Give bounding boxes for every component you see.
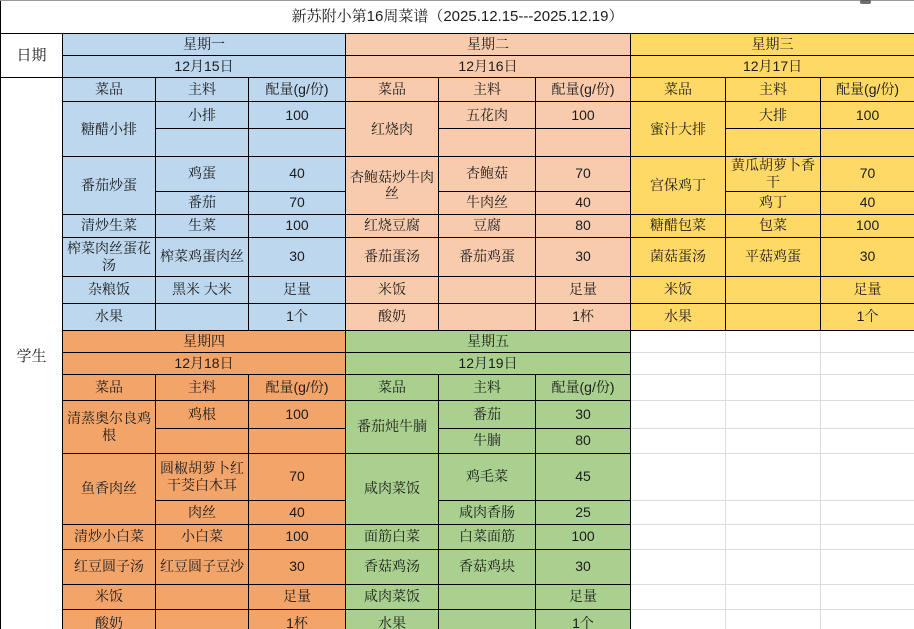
- ingredient-cell: [726, 129, 821, 157]
- empty-spreadsheet-cell: [631, 428, 726, 453]
- ingredient-cell: [439, 609, 536, 629]
- column-header-dish: 菜品: [631, 78, 726, 102]
- dish-name-cell: 咸肉菜饭: [346, 453, 439, 524]
- portion-cell: 足量: [249, 276, 346, 303]
- ingredient-cell: 香菇鸡块: [439, 549, 536, 584]
- portion-cell: 100: [249, 214, 346, 237]
- ingredient-cell: 牛腩: [439, 428, 536, 453]
- dish-name-cell: 清炒生菜: [63, 214, 156, 237]
- dish-name-cell: 番茄蛋汤: [346, 237, 439, 276]
- ingredient-cell: 榨菜鸡蛋肉丝: [156, 237, 249, 276]
- ingredient-cell: 番茄: [439, 400, 536, 428]
- ingredient-cell: 牛肉丝: [439, 191, 536, 214]
- date-cell: 12月16日: [346, 56, 631, 78]
- dish-name-cell: 咸肉菜饭: [346, 584, 439, 609]
- portion-cell: 30: [821, 237, 914, 276]
- column-header-portion: 配量(g/份): [249, 78, 346, 102]
- empty-spreadsheet-cell: [726, 524, 821, 549]
- dish-name-cell: 宫保鸡丁: [631, 157, 726, 215]
- empty-spreadsheet-cell: [821, 549, 914, 584]
- dish-name-cell: 水果: [63, 303, 156, 330]
- dish-name-cell: 酸奶: [63, 609, 156, 629]
- dish-name-cell: 番茄炖牛腩: [346, 400, 439, 453]
- portion-cell: 足量: [249, 584, 346, 609]
- dish-name-cell: 蜜汁大排: [631, 102, 726, 157]
- portion-cell: 70: [821, 157, 914, 192]
- portion-cell: 100: [821, 214, 914, 237]
- portion-cell: 1个: [821, 303, 914, 330]
- portion-cell: 80: [536, 428, 631, 453]
- empty-spreadsheet-cell: [631, 524, 726, 549]
- ingredient-cell: 番茄鸡蛋: [439, 237, 536, 276]
- column-header-portion: 配量(g/份): [821, 78, 914, 102]
- empty-spreadsheet-cell: [726, 428, 821, 453]
- date-cell: 12月18日: [63, 352, 346, 374]
- dish-name-cell: 糖醋包菜: [631, 214, 726, 237]
- empty-spreadsheet-cell: [726, 584, 821, 609]
- empty-spreadsheet-cell: [821, 400, 914, 428]
- weekday-cell: 星期一: [63, 34, 346, 56]
- left-label-date: 日期: [1, 34, 63, 78]
- ingredient-cell: 鸡丁: [726, 191, 821, 214]
- empty-spreadsheet-cell: [821, 330, 914, 352]
- portion-cell: 70: [536, 157, 631, 192]
- portion-cell: 足量: [821, 276, 914, 303]
- portion-cell: 1个: [536, 609, 631, 629]
- date-cell: 12月19日: [346, 352, 631, 374]
- empty-spreadsheet-cell: [821, 609, 914, 629]
- left-label-student: 学生: [1, 78, 63, 629]
- ingredient-cell: [156, 609, 249, 629]
- ingredient-cell: [439, 584, 536, 609]
- portion-cell: 足量: [536, 276, 631, 303]
- screenshot-edge-artifact: [860, 0, 871, 4]
- date-cell: 12月15日: [63, 56, 346, 78]
- ingredient-cell: 黑米 大米: [156, 276, 249, 303]
- menu-title: 新苏附小第16周菜谱（2025.12.15---2025.12.19）: [1, 1, 914, 34]
- dish-name-cell: 鱼香肉丝: [63, 453, 156, 524]
- portion-cell: 70: [249, 191, 346, 214]
- column-header-ingredient: 主料: [726, 78, 821, 102]
- weekday-cell: 星期四: [63, 330, 346, 352]
- dish-name-cell: 米饭: [63, 584, 156, 609]
- empty-spreadsheet-cell: [631, 352, 726, 374]
- dish-name-cell: 米饭: [346, 276, 439, 303]
- ingredient-cell: [439, 129, 536, 157]
- portion-cell: 70: [249, 453, 346, 500]
- portion-cell: 足量: [536, 584, 631, 609]
- ingredient-cell: 五花肉: [439, 102, 536, 129]
- dish-name-cell: 红烧肉: [346, 102, 439, 157]
- ingredient-cell: 杏鲍菇: [439, 157, 536, 192]
- ingredient-cell: [156, 303, 249, 330]
- ingredient-cell: 咸肉香肠: [439, 500, 536, 524]
- dish-name-cell: 番茄炒蛋: [63, 157, 156, 215]
- column-header-dish: 菜品: [346, 374, 439, 400]
- empty-spreadsheet-cell: [726, 549, 821, 584]
- ingredient-cell: [439, 303, 536, 330]
- ingredient-cell: 黄瓜胡萝卜香干: [726, 157, 821, 192]
- column-header-portion: 配量(g/份): [536, 78, 631, 102]
- dish-name-cell: 红豆圆子汤: [63, 549, 156, 584]
- ingredient-cell: 鸡根: [156, 400, 249, 428]
- portion-cell: [249, 129, 346, 157]
- dish-name-cell: 酸奶: [346, 303, 439, 330]
- column-header-portion: 配量(g/份): [536, 374, 631, 400]
- empty-spreadsheet-cell: [631, 400, 726, 428]
- ingredient-cell: [156, 129, 249, 157]
- ingredient-cell: 平菇鸡蛋: [726, 237, 821, 276]
- ingredient-cell: 圆椒胡萝卜红干茭白木耳: [156, 453, 249, 500]
- portion-cell: 40: [249, 157, 346, 192]
- portion-cell: 45: [536, 453, 631, 500]
- dish-name-cell: 米饭: [631, 276, 726, 303]
- empty-spreadsheet-cell: [631, 549, 726, 584]
- portion-cell: 30: [249, 549, 346, 584]
- dish-name-cell: 糖醋小排: [63, 102, 156, 157]
- empty-spreadsheet-cell: [821, 428, 914, 453]
- ingredient-cell: 肉丝: [156, 500, 249, 524]
- portion-cell: 30: [536, 549, 631, 584]
- portion-cell: 80: [536, 214, 631, 237]
- ingredient-cell: 鸡蛋: [156, 157, 249, 192]
- portion-cell: 1杯: [536, 303, 631, 330]
- ingredient-cell: [156, 584, 249, 609]
- empty-spreadsheet-cell: [821, 453, 914, 500]
- ingredient-cell: [439, 276, 536, 303]
- dish-name-cell: 香菇鸡汤: [346, 549, 439, 584]
- portion-cell: 40: [821, 191, 914, 214]
- portion-cell: 100: [821, 102, 914, 129]
- portion-cell: 100: [536, 524, 631, 549]
- ingredient-cell: [726, 276, 821, 303]
- empty-spreadsheet-cell: [821, 500, 914, 524]
- dish-name-cell: 红烧豆腐: [346, 214, 439, 237]
- dish-name-cell: 菌菇蛋汤: [631, 237, 726, 276]
- portion-cell: [821, 129, 914, 157]
- ingredient-cell: 鸡毛菜: [439, 453, 536, 500]
- dish-name-cell: 榨菜肉丝蛋花汤: [63, 237, 156, 276]
- column-header-ingredient: 主料: [439, 78, 536, 102]
- weekday-cell: 星期二: [346, 34, 631, 56]
- ingredient-cell: 番茄: [156, 191, 249, 214]
- column-header-dish: 菜品: [346, 78, 439, 102]
- portion-cell: 30: [536, 237, 631, 276]
- ingredient-cell: 生菜: [156, 214, 249, 237]
- empty-spreadsheet-cell: [631, 584, 726, 609]
- empty-spreadsheet-cell: [821, 524, 914, 549]
- ingredient-cell: 包菜: [726, 214, 821, 237]
- empty-spreadsheet-cell: [726, 609, 821, 629]
- empty-spreadsheet-cell: [726, 374, 821, 400]
- date-cell: 12月17日: [631, 56, 914, 78]
- portion-cell: 30: [536, 400, 631, 428]
- weekday-cell: 星期三: [631, 34, 914, 56]
- column-header-ingredient: 主料: [156, 78, 249, 102]
- empty-spreadsheet-cell: [726, 500, 821, 524]
- empty-spreadsheet-cell: [631, 330, 726, 352]
- ingredient-cell: 白菜面筋: [439, 524, 536, 549]
- portion-cell: 30: [249, 237, 346, 276]
- empty-spreadsheet-cell: [631, 500, 726, 524]
- ingredient-cell: 红豆圆子豆沙: [156, 549, 249, 584]
- ingredient-cell: 豆腐: [439, 214, 536, 237]
- empty-spreadsheet-cell: [631, 374, 726, 400]
- empty-spreadsheet-cell: [726, 352, 821, 374]
- empty-spreadsheet-cell: [821, 584, 914, 609]
- portion-cell: [536, 129, 631, 157]
- weekday-cell: 星期五: [346, 330, 631, 352]
- dish-name-cell: 面筋白菜: [346, 524, 439, 549]
- portion-cell: 40: [536, 191, 631, 214]
- portion-cell: 40: [249, 500, 346, 524]
- column-header-dish: 菜品: [63, 374, 156, 400]
- ingredient-cell: [156, 428, 249, 453]
- column-header-ingredient: 主料: [439, 374, 536, 400]
- portion-cell: 100: [249, 102, 346, 129]
- empty-spreadsheet-cell: [726, 400, 821, 428]
- portion-cell: 100: [536, 102, 631, 129]
- empty-spreadsheet-cell: [726, 330, 821, 352]
- portion-cell: [249, 428, 346, 453]
- portion-cell: 1杯: [249, 609, 346, 629]
- column-header-dish: 菜品: [63, 78, 156, 102]
- empty-spreadsheet-cell: [726, 453, 821, 500]
- dish-name-cell: 水果: [631, 303, 726, 330]
- portion-cell: 100: [249, 524, 346, 549]
- ingredient-cell: [726, 303, 821, 330]
- column-header-ingredient: 主料: [156, 374, 249, 400]
- portion-cell: 25: [536, 500, 631, 524]
- ingredient-cell: 小白菜: [156, 524, 249, 549]
- dish-name-cell: 清蒸奥尔良鸡根: [63, 400, 156, 453]
- portion-cell: 1个: [249, 303, 346, 330]
- dish-name-cell: 杂粮饭: [63, 276, 156, 303]
- ingredient-cell: 小排: [156, 102, 249, 129]
- empty-spreadsheet-cell: [821, 374, 914, 400]
- portion-cell: 100: [249, 400, 346, 428]
- empty-spreadsheet-cell: [821, 352, 914, 374]
- dish-name-cell: 杏鲍菇炒牛肉丝: [346, 157, 439, 215]
- dish-name-cell: 清炒小白菜: [63, 524, 156, 549]
- empty-spreadsheet-cell: [631, 609, 726, 629]
- dish-name-cell: 水果: [346, 609, 439, 629]
- ingredient-cell: 大排: [726, 102, 821, 129]
- column-header-portion: 配量(g/份): [249, 374, 346, 400]
- empty-spreadsheet-cell: [631, 453, 726, 500]
